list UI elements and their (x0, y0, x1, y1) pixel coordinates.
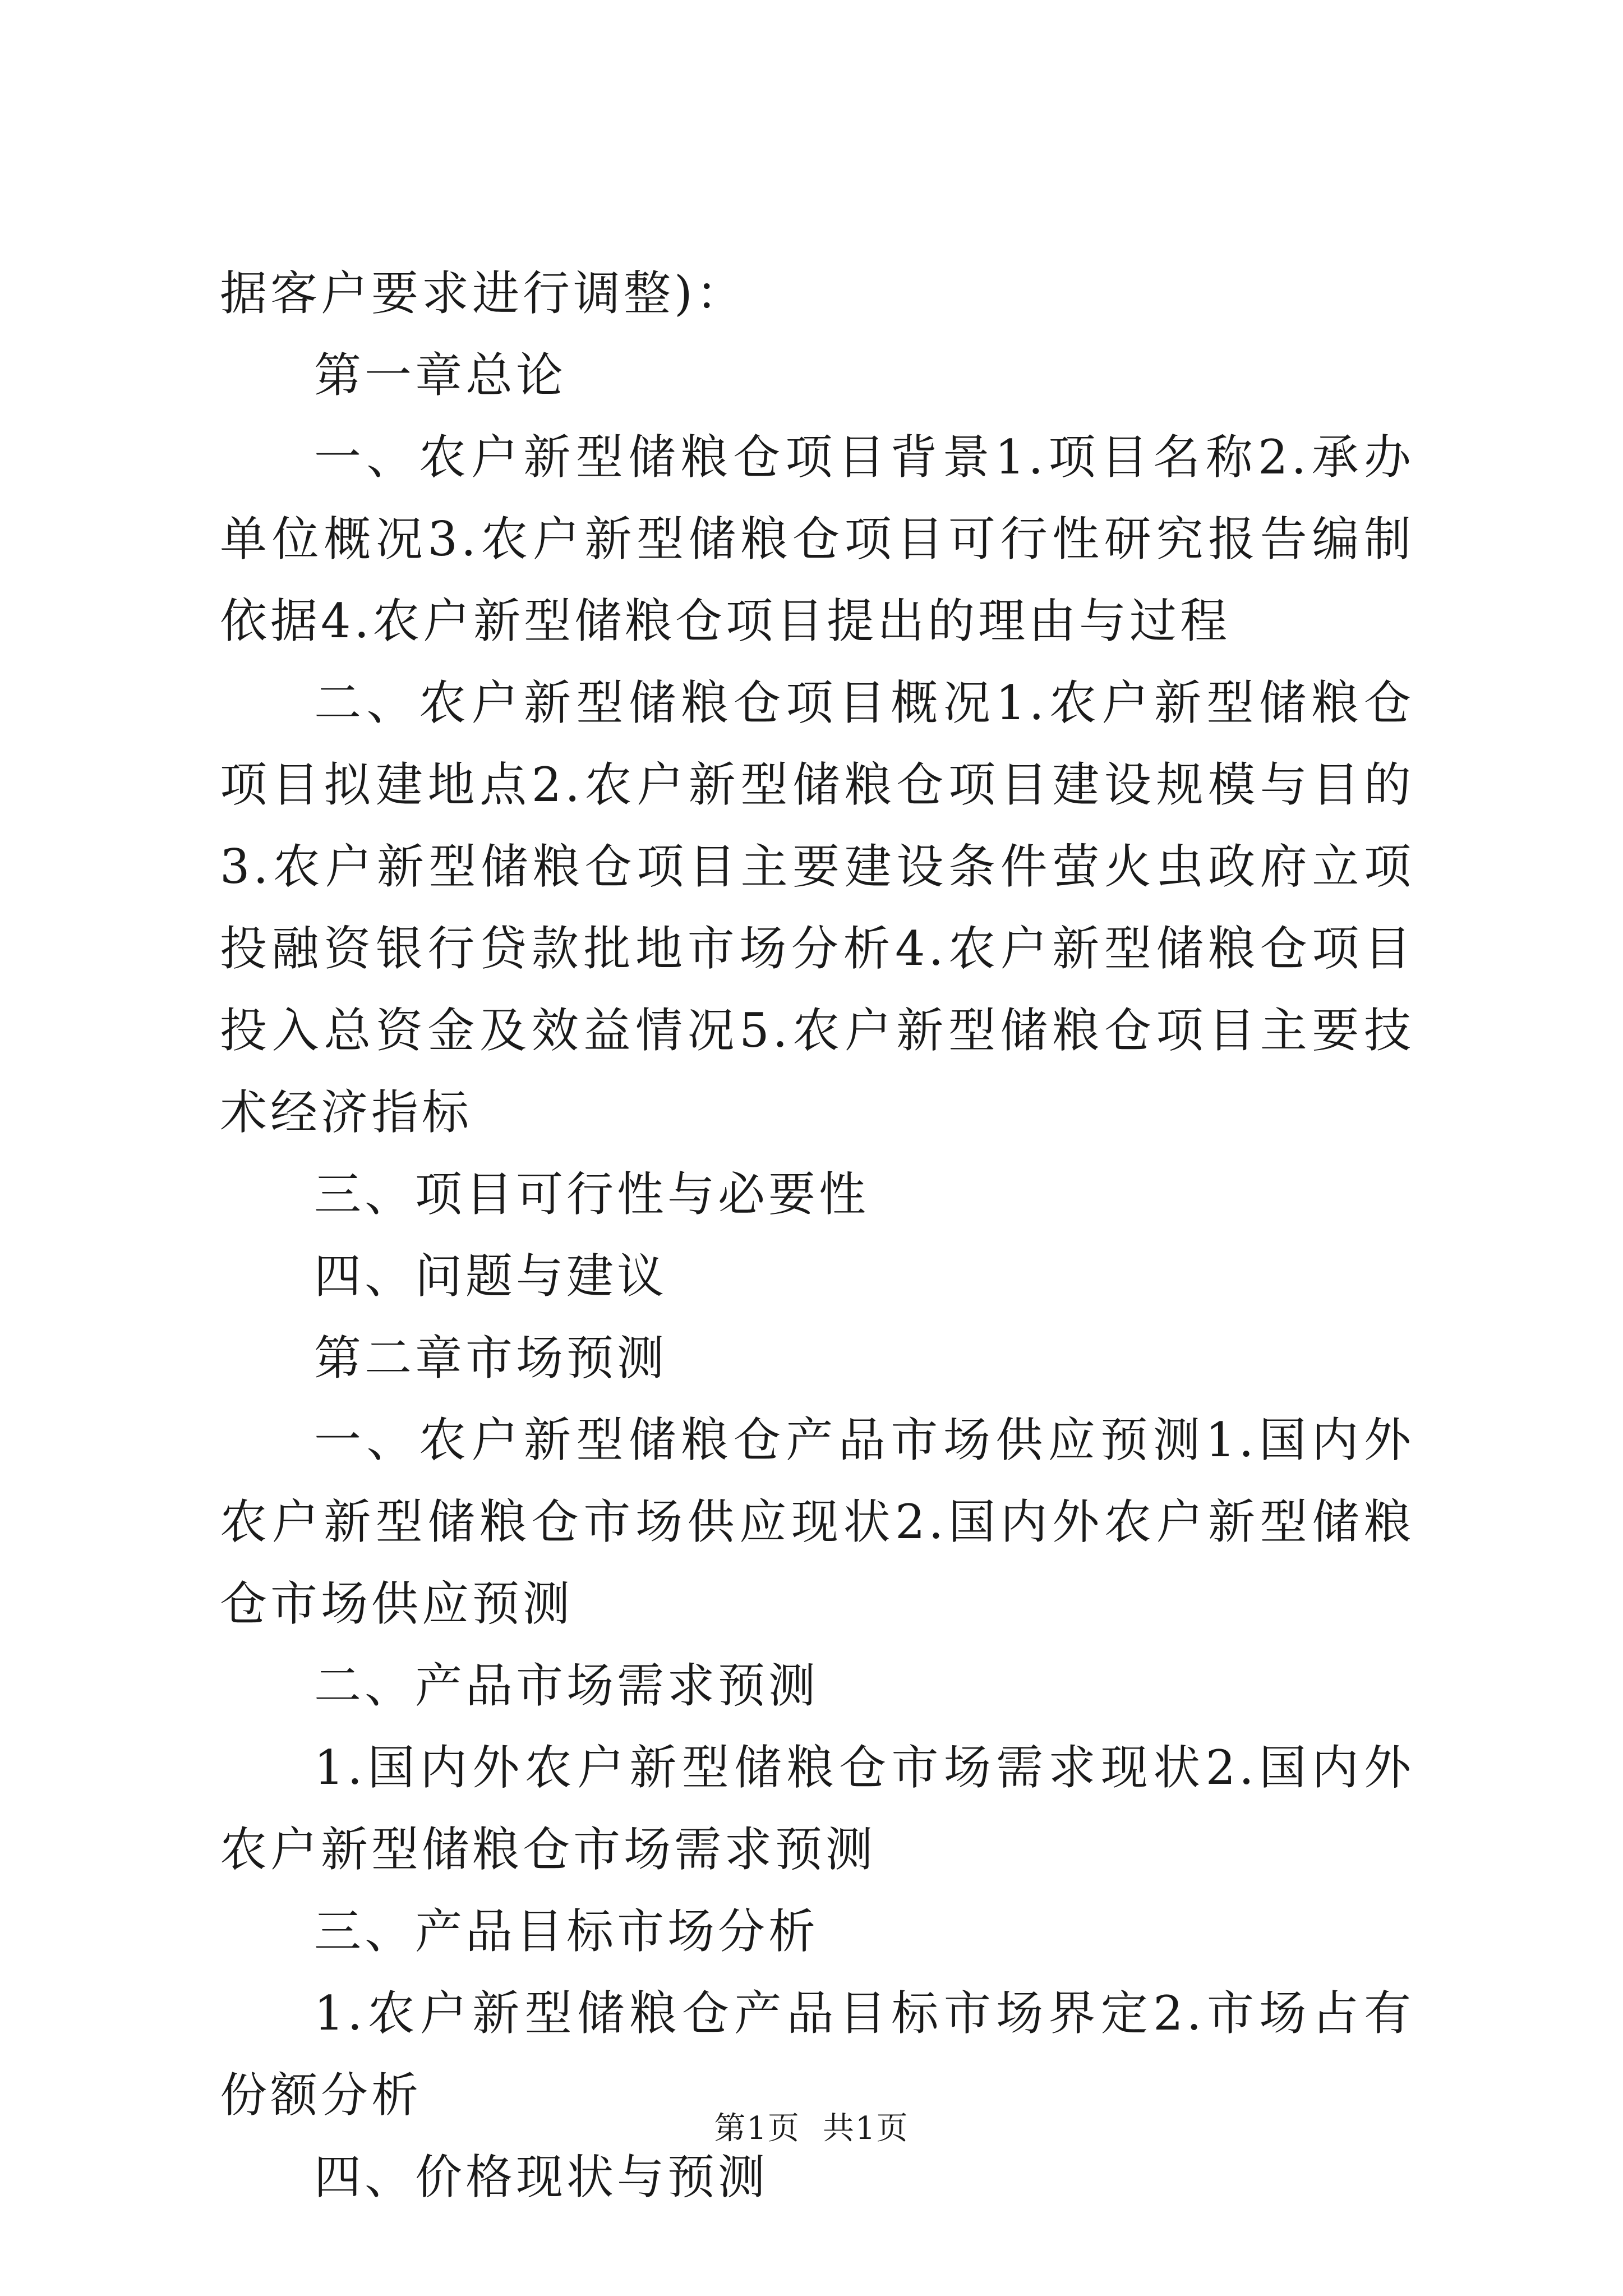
page-number-current: 第1页 (714, 2110, 800, 2147)
section-project-background: 一、农户新型储粮仓项目背景1.项目名称2.承办单位概况3.农户新型储粮仓项目可行性研究报告编制依据4.农户新型储粮仓项目提出的理由与过程 (220, 430, 1414, 648)
section-supply-forecast: 一、农户新型储粮仓产品市场供应预测1.国内外农户新型储粮仓市场供应现状2.国内外农户新型储粮仓市场供应预测 (220, 1412, 1414, 1631)
section-feasibility: 三、项目可行性与必要性 (314, 1167, 870, 1222)
page-footer (0, 2106, 1623, 2151)
chapter-heading-2: 第二章市场预测 (314, 1331, 668, 1386)
section-demand-forecast: 二、产品市场需求预测 (314, 1658, 819, 1713)
paragraph-target-market-items: 1.农户新型储粮仓产品目标市场界定2.市场占有份额分析 (220, 1986, 1414, 2123)
chapter-heading-1: 第一章总论 (314, 348, 567, 403)
paragraph-continuation: 据客户要求进行调整)： (220, 266, 746, 321)
section-price-forecast: 四、价格现状与预测 (314, 2150, 769, 2205)
paragraph-demand-items: 1.国内外农户新型储粮仓市场需求现状2.国内外农户新型储粮仓市场需求预测 (220, 1740, 1414, 1877)
section-issues-suggestions: 四、问题与建议 (314, 1249, 668, 1304)
section-project-overview: 二、农户新型储粮仓项目概况1.农户新型储粮仓项目拟建地点2.农户新型储粮仓项目建设规模与目的3.农户新型储粮仓项目主要建设条件萤火虫政府立项投融资银行贷款批地市场分析4.农户新型储粮仓项目投入总资金及效益情况5.农户新型储粮仓项目主要技术经济指标 (220, 675, 1414, 1140)
page-number-total: 共1页 (823, 2110, 909, 2147)
document-body (220, 252, 1414, 2218)
section-target-market: 三、产品目标市场分析 (314, 1904, 819, 1959)
